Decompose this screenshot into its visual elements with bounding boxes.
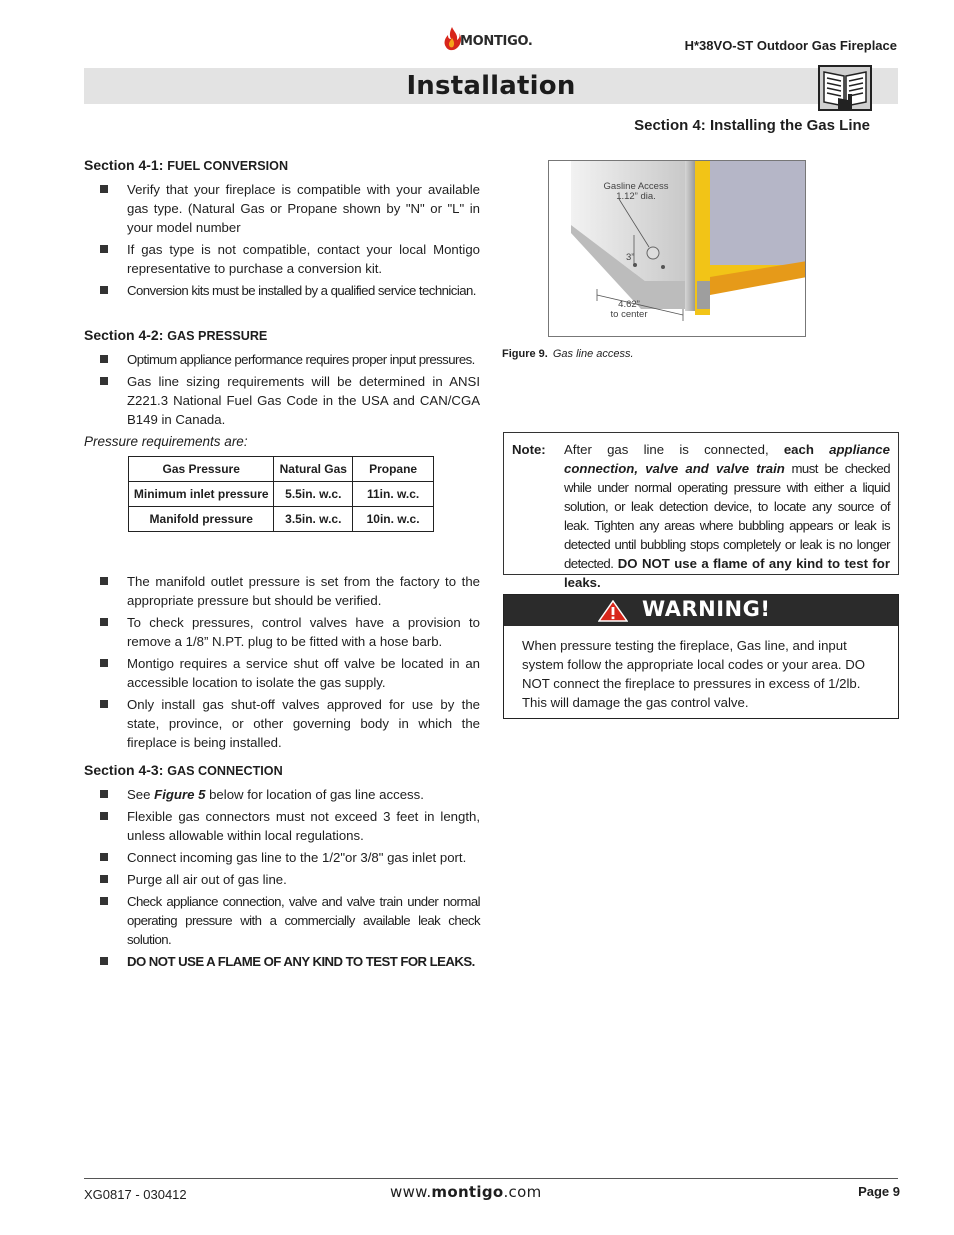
title-bar — [84, 68, 898, 104]
section-4-1-heading — [84, 156, 480, 176]
section-4-2-prefix: Section 4-2: — [84, 327, 164, 343]
figure-label-text: Gasline Access — [603, 181, 669, 192]
figure-caption-text: Gas line access. — [552, 348, 634, 360]
warning-box — [503, 594, 899, 719]
url-brand: montigo — [431, 1183, 504, 1201]
gas-line-access-figure — [548, 160, 806, 337]
document-number: XG0817 - 030412 — [84, 1187, 187, 1202]
figure-label-text: 1.12” dia. — [616, 191, 656, 202]
table-cell: 3.5in. w.c. — [274, 507, 353, 532]
note-text — [564, 440, 890, 592]
pressure-table — [128, 456, 434, 532]
section-4-3 — [84, 761, 480, 974]
figure-caption — [502, 348, 634, 360]
note-bold-warning: DO NOT use a flame of any kind to test for leaks. — [564, 556, 890, 590]
list-item: The manifold outlet pressure is set from the factory to the appropriate pressure but should be verified. — [84, 572, 480, 610]
list-item: Check appliance connection, valve and valve train under normal operating pressure with a commercially available leak check solution. — [84, 892, 480, 949]
table-cell: Manifold pressure — [129, 507, 274, 532]
figure-label-access — [591, 182, 681, 202]
list-item — [84, 785, 480, 804]
pressure-requirements-intro: Pressure requirements are: — [84, 434, 248, 449]
list-item: Montigo requires a service shut off valve be located in an accessible location to isolate the gas supply. — [84, 654, 480, 692]
list-item-text: See — [127, 787, 155, 802]
footer-divider — [84, 1178, 898, 1179]
list-item: Only install gas shut-off valves approved for use by the state, province, or other governing body in which the fireplace is being installed. — [84, 695, 480, 752]
note-bold: each — [783, 442, 830, 457]
table-row — [129, 482, 434, 507]
note-label: Note: — [512, 442, 546, 457]
figure-reference: Figure 5 — [154, 787, 206, 802]
note-bold-italic: appliance connection, valve and valve train — [564, 442, 890, 476]
brand-name: MONTIGO — [460, 34, 528, 49]
list-item: If gas type is not compatible, contact your local Montigo representative to purchase a conversion kit. — [84, 240, 480, 278]
list-item: Purge all air out of gas line. — [84, 870, 480, 889]
url-suffix: .com — [503, 1183, 542, 1201]
flame-icon — [442, 26, 462, 52]
brand-mark: . — [527, 34, 533, 49]
list-item: Conversion kits must be installed by a qualified service technician. — [84, 281, 480, 300]
table-cell: Minimum inlet pressure — [129, 482, 274, 507]
list-item: Gas line sizing requirements will be determined in ANSI Z221.3 National Fuel Gas Code in the USA and CAN/CGA B149 in Canada. — [84, 372, 480, 429]
section-heading: Section 4: Installing the Gas Line — [634, 117, 870, 134]
section-4-2-name: GAS PRESSURE — [167, 329, 268, 343]
figure-label-center — [601, 300, 657, 320]
figure-label-3in: 3” — [626, 252, 635, 263]
page-number: Page 9 — [858, 1184, 900, 1199]
manual-book-icon — [818, 64, 872, 112]
list-item: Verify that your fireplace is compatible with your available gas type. (Natural Gas or Propane shown by "N" or "L" in your model number — [84, 180, 480, 237]
section-4-1-name: FUEL CONVERSION — [167, 159, 289, 173]
section-4-3-prefix: Section 4-3: — [84, 762, 164, 778]
warning-header — [504, 595, 898, 626]
list-item: Optimum appliance performance requires proper input pressures. — [84, 350, 480, 369]
page-title: Installation — [406, 71, 576, 101]
warning-triangle-icon — [598, 600, 628, 622]
url-prefix: www. — [390, 1183, 432, 1201]
table-header-row — [129, 457, 434, 482]
list-item-text: below for location of gas line access. — [205, 787, 424, 802]
table-row — [129, 507, 434, 532]
section-4-3-name: GAS CONNECTION — [167, 764, 283, 778]
table-cell: 5.5in. w.c. — [274, 482, 353, 507]
section-4-1 — [84, 156, 480, 303]
list-item: Connect incoming gas line to the 1/2"or 3/8" gas inlet port. — [84, 848, 480, 867]
note-text-part: must be checked while under normal operating pressure with either a liquid solution, or leak detection device, to locate any source of leak. Tighten any areas where bubbling appears or leak is detected until bubbling stops completely or leak is no longer detected. — [564, 461, 890, 571]
table-header-cell: Propane — [353, 457, 434, 482]
table-cell: 10in. w.c. — [353, 507, 434, 532]
section-4-1-prefix: Section 4-1: — [84, 157, 164, 173]
list-item: To check pressures, control valves have a provision to remove a 1/8” N.PT. plug to be fitted with a hose barb. — [84, 613, 480, 651]
section-4-3-heading — [84, 761, 480, 781]
figure-caption-number: Figure 9. — [502, 348, 548, 360]
section-4-2 — [84, 326, 480, 451]
figure-label-text: to center — [610, 309, 648, 320]
montigo-logo — [442, 26, 540, 54]
list-item: Flexible gas connectors must not exceed 3 feet in length, unless allowable within local regulations. — [84, 807, 480, 845]
figure-label-text: 4.62” — [618, 299, 640, 310]
section-4-2-heading — [84, 326, 480, 346]
section-4-2-continued — [84, 572, 480, 755]
table-cell: 11in. w.c. — [353, 482, 434, 507]
note-box — [503, 432, 899, 590]
list-item: DO NOT USE A FLAME OF ANY KIND TO TEST FOR LEAKS. — [84, 952, 480, 971]
table-header-cell: Gas Pressure — [129, 457, 274, 482]
model-name: H*38VO-ST Outdoor Gas Fireplace — [684, 38, 897, 53]
warning-text: When pressure testing the fireplace, Gas line, and input system follow the appropriate local codes or your area. DO NOT connect the fireplace to pressures in excess of 1/2lb. This will damage the gas control valve. — [522, 638, 866, 710]
table-header-cell: Natural Gas — [274, 457, 353, 482]
website-url — [390, 1183, 542, 1201]
warning-title: WARNING! — [642, 597, 771, 621]
note-text-part: After gas line is connected, — [564, 442, 784, 457]
